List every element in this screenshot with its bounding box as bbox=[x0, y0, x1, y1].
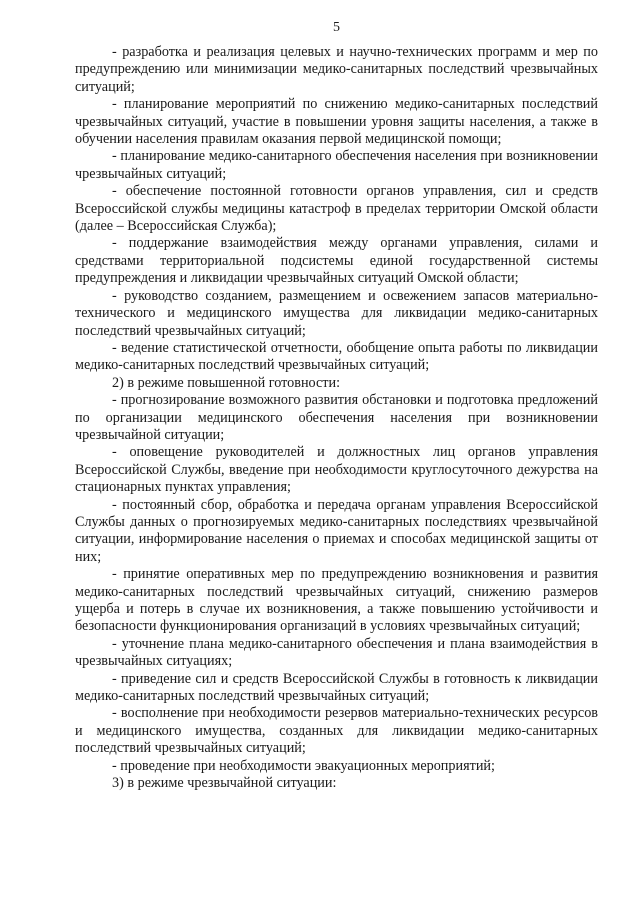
paragraph: - приведение сил и средств Всероссийской Службы в готовность к ликвидации медико-санитарных последствий чрезвычайных ситуаций; bbox=[75, 670, 598, 705]
paragraph: - ведение статистической отчетности, обобщение опыта работы по ликвидации медико-санитарных последствий чрезвычайных ситуаций; bbox=[75, 339, 598, 374]
section-heading: 3) в режиме чрезвычайной ситуации: bbox=[112, 775, 337, 792]
paragraph: - уточнение плана медико-санитарного обеспечения и плана взаимодействия в чрезвычайных ситуациях; bbox=[75, 635, 598, 670]
paragraph: - проведение при необходимости эвакуационных мероприятий; bbox=[112, 757, 495, 774]
paragraph: - поддержание взаимодействия между органами управления, силами и средствами территориальной подсистемы единой государственной системы предупреждения и ликвидации чрезвычайных ситуаций Омской области; bbox=[75, 235, 598, 287]
paragraph: - планирование медико-санитарного обеспечения населения при возникновении чрезвычайных ситуаций; bbox=[75, 148, 598, 182]
document-body bbox=[75, 44, 598, 792]
paragraph: - обеспечение постоянной готовности органов управления, сил и средств Всероссийской службы медицины катастроф в пределах территории Омской области (далее – Всероссийская Служба); bbox=[75, 183, 598, 235]
paragraph: - руководство созданием, размещением и освежением запасов материально-технического и медицинского имущества для ликвидации медико-санитарных последствий чрезвычайных ситуаций; bbox=[75, 287, 598, 339]
paragraph: - разработка и реализация целевых и научно-технических программ и мер по предупреждению или минимизации медико-санитарных последствий чрезвычайных ситуаций; bbox=[75, 44, 598, 95]
paragraph: - восполнение при необходимости резервов материально-технических ресурсов и медицинского имущества, созданных для ликвидации медико-санитарных последствий чрезвычайных ситуаций; bbox=[75, 705, 598, 757]
paragraph: - постоянный сбор, обработка и передача органам управления Всероссийской Службы данных о прогнозируемых медико-санитарных последствиях чрезвычайной ситуации, информирование населения о приемах и способах медицинской защиты от них; bbox=[75, 496, 598, 565]
paragraph: - планирование мероприятий по снижению медико-санитарных последствий чрезвычайных ситуаций, участие в повышении уровня защиты населения, а также в обучении населения правилам оказания первой медицинской помощи; bbox=[75, 96, 598, 148]
page-number: 5 bbox=[333, 20, 340, 35]
section-heading: 2) в режиме повышенной готовности: bbox=[112, 374, 341, 391]
paragraph: - принятие оперативных мер по предупреждению возникновения и развития медико-санитарных последствий чрезвычайных ситуаций, снижению размеров ущерба и потерь в случае их возникновения, а также повышению устойчивости и безопасности функционирования организаций в условиях чрезвычайных ситуаций; bbox=[75, 566, 598, 635]
paragraph: - прогнозирование возможного развития обстановки и подготовка предложений по организации медицинского обеспечения населения при возникновении чрезвычайной ситуации; bbox=[75, 392, 598, 443]
paragraph: - оповещение руководителей и должностных лиц органов управления Всероссийской Службы, введение при необходимости круглосуточного дежурства на стационарных пунктах управления; bbox=[75, 444, 598, 496]
